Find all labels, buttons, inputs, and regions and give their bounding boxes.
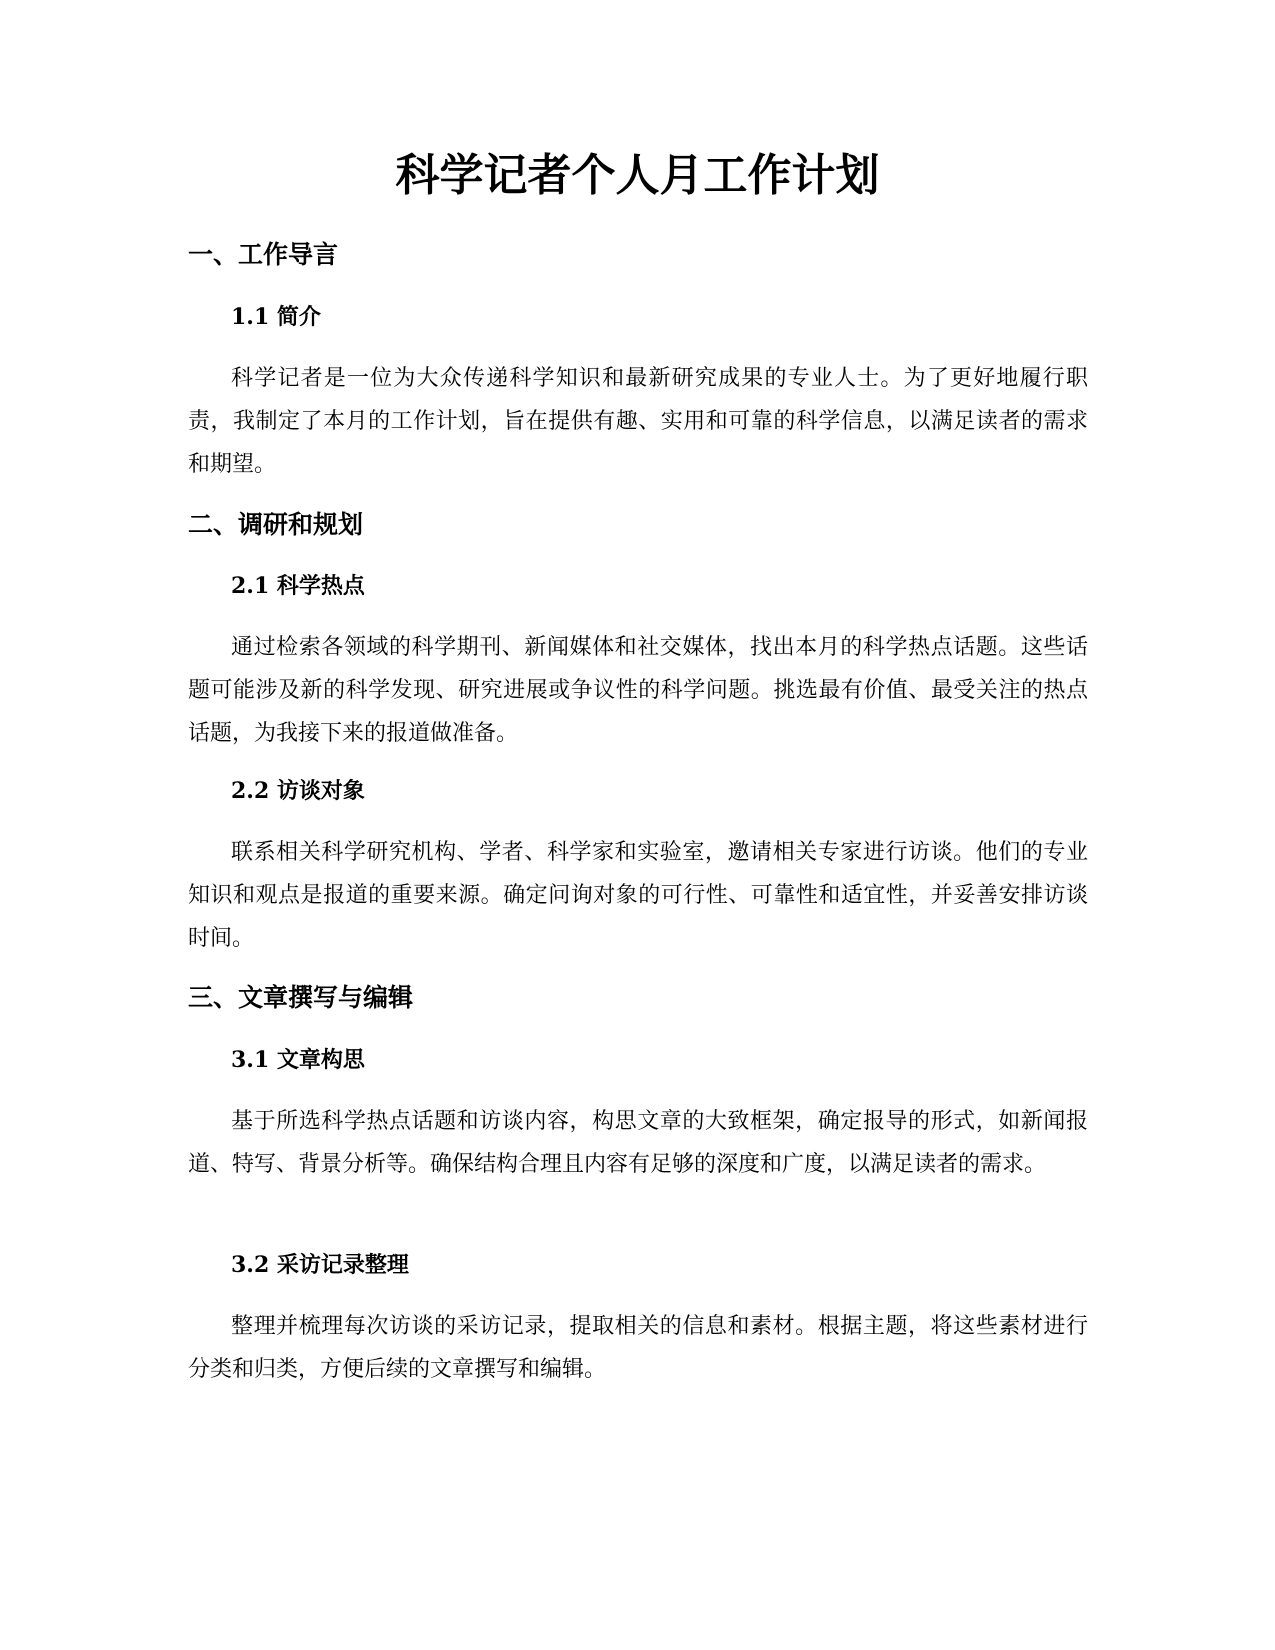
paragraph-2-1: 通过检索各领域的科学期刊、新闻媒体和社交媒体，找出本月的科学热点话题。这些话题可能涉及新的科学发现、研究进展或争议性的科学问题。挑选最有价值、最受关注的热点话题，为我接下来的报道做准备。 <box>188 635 1088 746</box>
paragraph-2-2: 联系相关科学研究机构、学者、科学家和实验室，邀请相关专家进行访谈。他们的专业知识和观点是报道的重要来源。确定问询对象的可行性、可靠性和适宜性，并妥善安排访谈时间。 <box>188 840 1088 951</box>
section-heading-intro: 一、工作导言 <box>188 240 339 269</box>
subsection-heading-2-1: 2.1 科学热点 <box>231 573 365 599</box>
subsection-heading-1-1: 1.1 简介 <box>231 304 321 330</box>
paragraph-3-1: 基于所选科学热点话题和访谈内容，构思文章的大致框架，确定报导的形式，如新闻报道、特写、背景分析等。确保结构合理且内容有足够的深度和广度，以满足读者的需求。 <box>188 1109 1088 1177</box>
subsection-heading-3-1: 3.1 文章构思 <box>231 1047 365 1073</box>
subsection-heading-3-2: 3.2 采访记录整理 <box>231 1252 409 1278</box>
section-heading-writing: 三、文章撰写与编辑 <box>188 983 414 1012</box>
section-heading-research: 二、调研和规划 <box>188 510 364 539</box>
subsection-heading-2-2: 2.2 访谈对象 <box>231 778 365 804</box>
document-title: 科学记者个人月工作计划 <box>395 150 880 201</box>
paragraph-3-2: 整理并梳理每次访谈的采访记录，提取相关的信息和素材。根据主题，将这些素材进行分类和归类，方便后续的文章撰写和编辑。 <box>188 1314 1088 1382</box>
paragraph-1-1: 科学记者是一位为大众传递科学知识和最新研究成果的专业人士。为了更好地履行职责，我制定了本月的工作计划，旨在提供有趣、实用和可靠的科学信息，以满足读者的需求和期望。 <box>188 366 1088 477</box>
